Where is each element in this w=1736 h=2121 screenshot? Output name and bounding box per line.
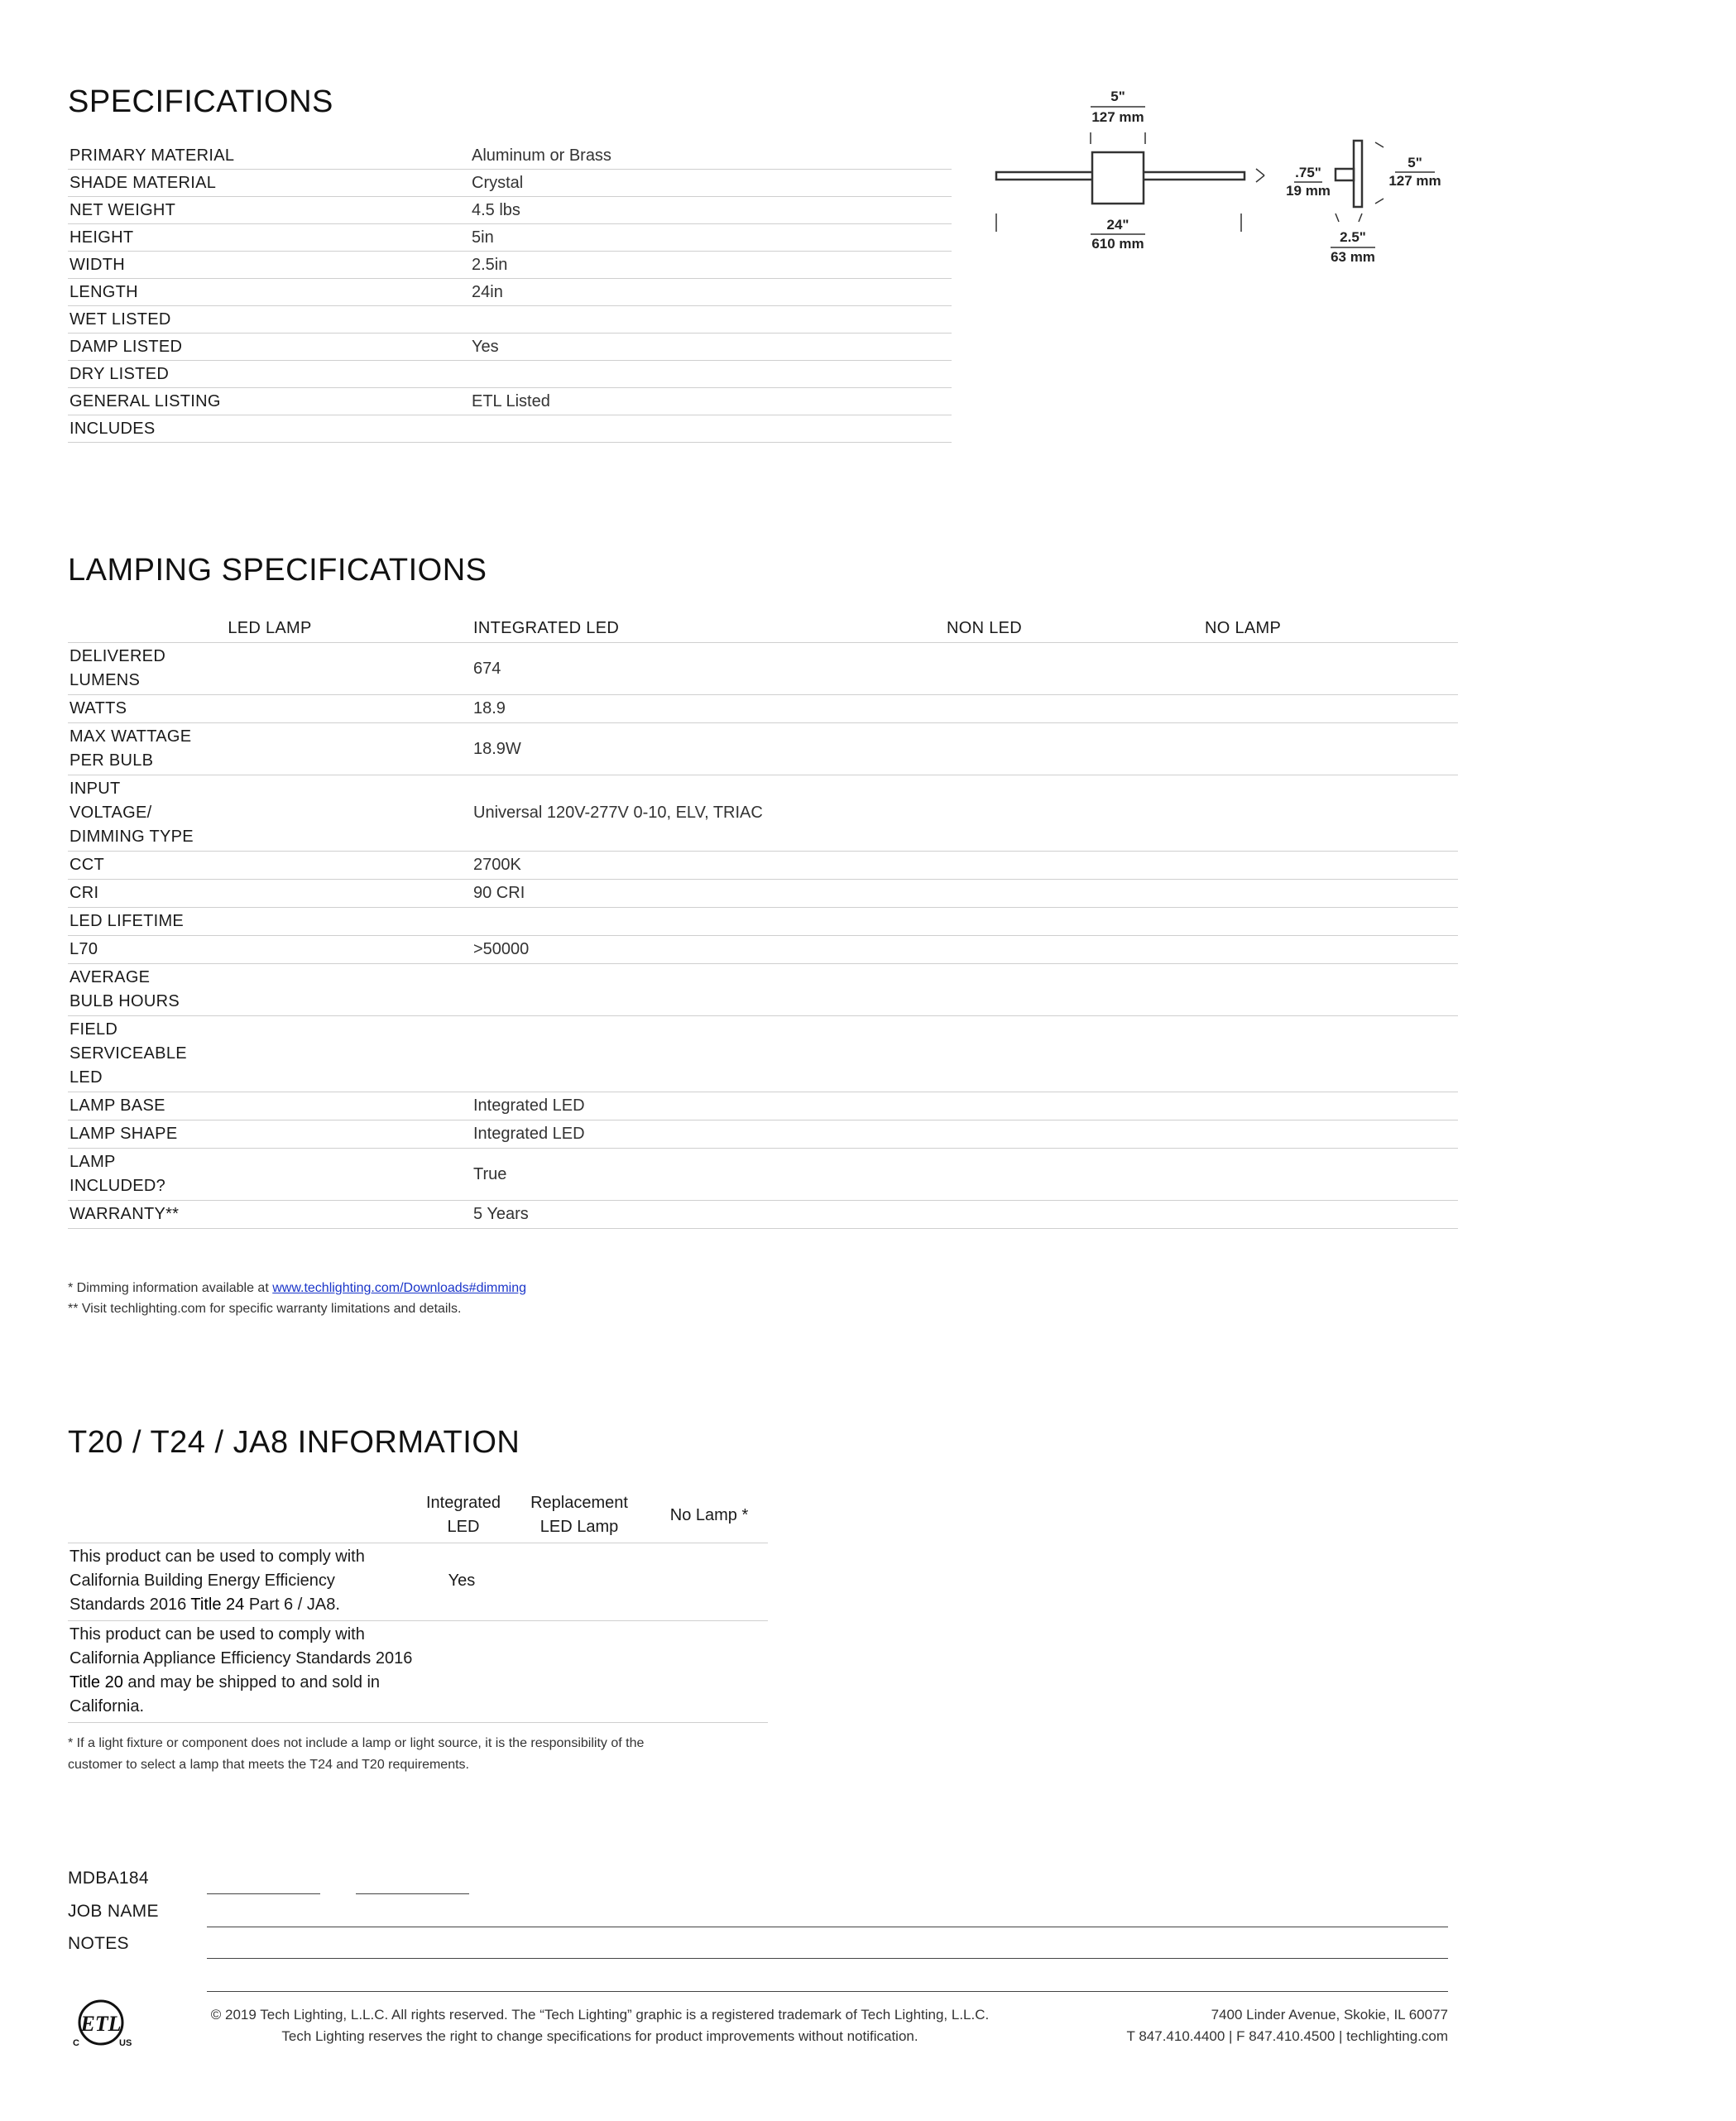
notes-label: NOTES xyxy=(68,1934,129,1953)
t20-note-line-2: customer to select a lamp that meets the T24 and T20 requirements. xyxy=(68,1758,469,1772)
spec-value: 24in xyxy=(470,279,952,306)
spec-value xyxy=(470,306,952,334)
depth-dim-mm: 19 mm xyxy=(1286,183,1331,199)
lamping-label: CRI xyxy=(68,880,472,908)
lamping-row xyxy=(68,936,1458,964)
spec-label: DAMP LISTED xyxy=(68,334,470,361)
t20-note xyxy=(68,1733,644,1776)
specifications-title: SPECIFICATIONS xyxy=(68,84,333,119)
spec-row xyxy=(68,197,952,224)
lamping-value: 90 CRI xyxy=(472,880,945,908)
spec-row xyxy=(68,279,952,306)
spec-row xyxy=(68,142,952,170)
title24-integrated-value: Yes xyxy=(419,1543,508,1621)
model-field-line-1[interactable] xyxy=(207,1893,320,1894)
t20-title: T20 / T24 / JA8 INFORMATION xyxy=(68,1425,520,1460)
lamping-row xyxy=(68,775,1458,852)
dimming-link[interactable]: www.techlighting.com/Downloads#dimming xyxy=(272,1281,527,1295)
lamping-label: LAMP BASE xyxy=(68,1092,472,1120)
lamping-value xyxy=(472,1016,945,1092)
lamping-label: MAX WATTAGE PER BULB xyxy=(68,723,472,775)
job-name-label: JOB NAME xyxy=(68,1902,159,1921)
spec-value: Aluminum or Brass xyxy=(470,142,952,170)
spec-row xyxy=(68,415,952,443)
lamping-label: FIELD SERVICEABLE LED xyxy=(68,1016,472,1092)
lamping-label: WARRANTY** xyxy=(68,1201,472,1229)
fixture-backplate xyxy=(1092,152,1144,204)
spec-value: Yes xyxy=(470,334,952,361)
lamping-value: 674 xyxy=(472,643,945,695)
spec-label: WIDTH xyxy=(68,252,470,279)
lamping-label: LED LIFETIME xyxy=(68,908,472,936)
lamping-label: WATTS xyxy=(68,695,472,723)
lamping-header-row xyxy=(68,614,1458,643)
spec-row xyxy=(68,224,952,252)
model-field-line-2[interactable] xyxy=(356,1893,469,1894)
svg-text:C: C xyxy=(73,2038,79,2048)
lamping-row xyxy=(68,1149,1458,1201)
length-dim-mm: 610 mm xyxy=(1091,236,1144,252)
spec-row xyxy=(68,388,952,415)
header-integrated-led: INTEGRATED LED xyxy=(472,614,945,643)
svg-text:ETL: ETL xyxy=(80,2012,122,2036)
footer-copyright: © 2019 Tech Lighting, L.L.C. All rights reserved. The “Tech Lighting” graphic is a registered trademark of Tech Lighting, L.L.C. xyxy=(210,2007,990,2023)
lamping-label: L70 xyxy=(68,936,472,964)
footer-address: 7400 Linder Avenue, Skokie, IL 60077 xyxy=(1211,2007,1448,2023)
title20-description: This product can be used to comply with California Appliance Efficiency Standards 2016 Title 20 and may be shipped to and sold in California. xyxy=(68,1621,419,1723)
warranty-note: ** Visit techlighting.com for specific warranty limitations and details. xyxy=(68,1302,462,1316)
lamping-label: AVERAGE BULB HOURS xyxy=(68,964,472,1016)
dimming-note xyxy=(68,1281,526,1296)
t20-row-title24 xyxy=(68,1543,768,1621)
depth-dim-in: .75" xyxy=(1295,165,1321,180)
lamping-row xyxy=(68,964,1458,1016)
lamping-label: LAMP SHAPE xyxy=(68,1120,472,1149)
spec-value: 2.5in xyxy=(470,252,952,279)
lamping-row xyxy=(68,1201,1458,1229)
lamping-value: 2700K xyxy=(472,852,945,880)
t20-row-title20 xyxy=(68,1621,768,1723)
footer-contact xyxy=(1076,2004,1448,2047)
top-dim-mm: 127 mm xyxy=(1091,109,1144,125)
t20-table xyxy=(68,1488,768,1723)
width-dim-in: 2.5" xyxy=(1340,229,1366,245)
spec-label: LENGTH xyxy=(68,279,470,306)
notes-field-line-2[interactable] xyxy=(207,1991,1448,1992)
lamping-label: LAMP INCLUDED? xyxy=(68,1149,472,1201)
width-dim-mm: 63 mm xyxy=(1331,249,1375,265)
top-dim-in: 5" xyxy=(1110,89,1125,104)
lamping-row xyxy=(68,643,1458,695)
lamping-row xyxy=(68,880,1458,908)
lamping-label: INPUT VOLTAGE/ DIMMING TYPE xyxy=(68,775,472,852)
lamping-label: CCT xyxy=(68,852,472,880)
lamping-row xyxy=(68,723,1458,775)
lamping-row xyxy=(68,908,1458,936)
lamping-title: LAMPING SPECIFICATIONS xyxy=(68,553,487,588)
spec-row xyxy=(68,361,952,388)
spec-label: NET WEIGHT xyxy=(68,197,470,224)
lamping-row xyxy=(68,1016,1458,1092)
header-non-led: NON LED xyxy=(945,614,1203,643)
lamping-row xyxy=(68,1092,1458,1120)
etl-logo xyxy=(68,1996,134,2051)
specifications-table xyxy=(68,142,952,443)
lamping-value: Integrated LED xyxy=(472,1092,945,1120)
lamping-value xyxy=(472,964,945,1016)
svg-text:US: US xyxy=(119,2038,132,2048)
dimension-diagram xyxy=(993,83,1465,281)
spec-value: 5in xyxy=(470,224,952,252)
spec-label: GENERAL LISTING xyxy=(68,388,470,415)
lamping-row xyxy=(68,852,1458,880)
lamping-row xyxy=(68,695,1458,723)
footer-phone-web: T 847.410.4400 | F 847.410.4500 | techlighting.com xyxy=(1126,2028,1448,2044)
spec-label: WET LISTED xyxy=(68,306,470,334)
spec-label: SHADE MATERIAL xyxy=(68,170,470,197)
model-number: MDBA184 xyxy=(68,1869,149,1888)
dimming-note-text: * Dimming information available at xyxy=(68,1281,273,1295)
lamping-value: 18.9 xyxy=(472,695,945,723)
spec-label: DRY LISTED xyxy=(68,361,470,388)
lamping-value: Integrated LED xyxy=(472,1120,945,1149)
lamping-value: >50000 xyxy=(472,936,945,964)
lamping-value: 5 Years xyxy=(472,1201,945,1229)
title24-description: This product can be used to comply with California Building Energy Efficiency Standards 2016 Title 24 Part 6 / JA8. xyxy=(68,1543,419,1621)
spec-row xyxy=(68,170,952,197)
footer-disclaimer: Tech Lighting reserves the right to change specifications for product improvements without notification. xyxy=(281,2028,918,2044)
header-no-lamp: NO LAMP xyxy=(1203,614,1458,643)
spec-row xyxy=(68,306,952,334)
spec-value: Crystal xyxy=(470,170,952,197)
header-no-lamp: No Lamp * xyxy=(650,1488,768,1543)
side-mount xyxy=(1336,169,1354,180)
lamping-value xyxy=(472,908,945,936)
lamping-value: True xyxy=(472,1149,945,1201)
spec-value xyxy=(470,415,952,443)
header-replacement-led-lamp: Replacement LED Lamp xyxy=(508,1488,650,1543)
spec-value xyxy=(470,361,952,388)
header-integrated-led: Integrated LED xyxy=(419,1488,508,1543)
spec-row xyxy=(68,252,952,279)
spec-value: ETL Listed xyxy=(470,388,952,415)
lamping-row xyxy=(68,1120,1458,1149)
notes-field[interactable] xyxy=(207,1958,1448,1959)
t20-header-row xyxy=(68,1488,768,1543)
height-dim-in: 5" xyxy=(1408,155,1422,170)
spec-value: 4.5 lbs xyxy=(470,197,952,224)
footer-legal xyxy=(157,2004,1043,2047)
spec-label: HEIGHT xyxy=(68,224,470,252)
lamping-label: DELIVERED LUMENS xyxy=(68,643,472,695)
spec-row xyxy=(68,334,952,361)
header-led-lamp: LED LAMP xyxy=(68,614,472,643)
spec-label: PRIMARY MATERIAL xyxy=(68,142,470,170)
lamping-table xyxy=(68,614,1458,1229)
t20-note-line-1: * If a light fixture or component does not include a lamp or light source, it is the responsibility of the xyxy=(68,1736,645,1750)
spec-label: INCLUDES xyxy=(68,415,470,443)
lamping-value: Universal 120V-277V 0-10, ELV, TRIAC xyxy=(472,775,945,852)
lamping-value: 18.9W xyxy=(472,723,945,775)
side-plate xyxy=(1354,141,1362,207)
height-dim-mm: 127 mm xyxy=(1388,173,1441,189)
length-dim-in: 24" xyxy=(1106,217,1129,233)
